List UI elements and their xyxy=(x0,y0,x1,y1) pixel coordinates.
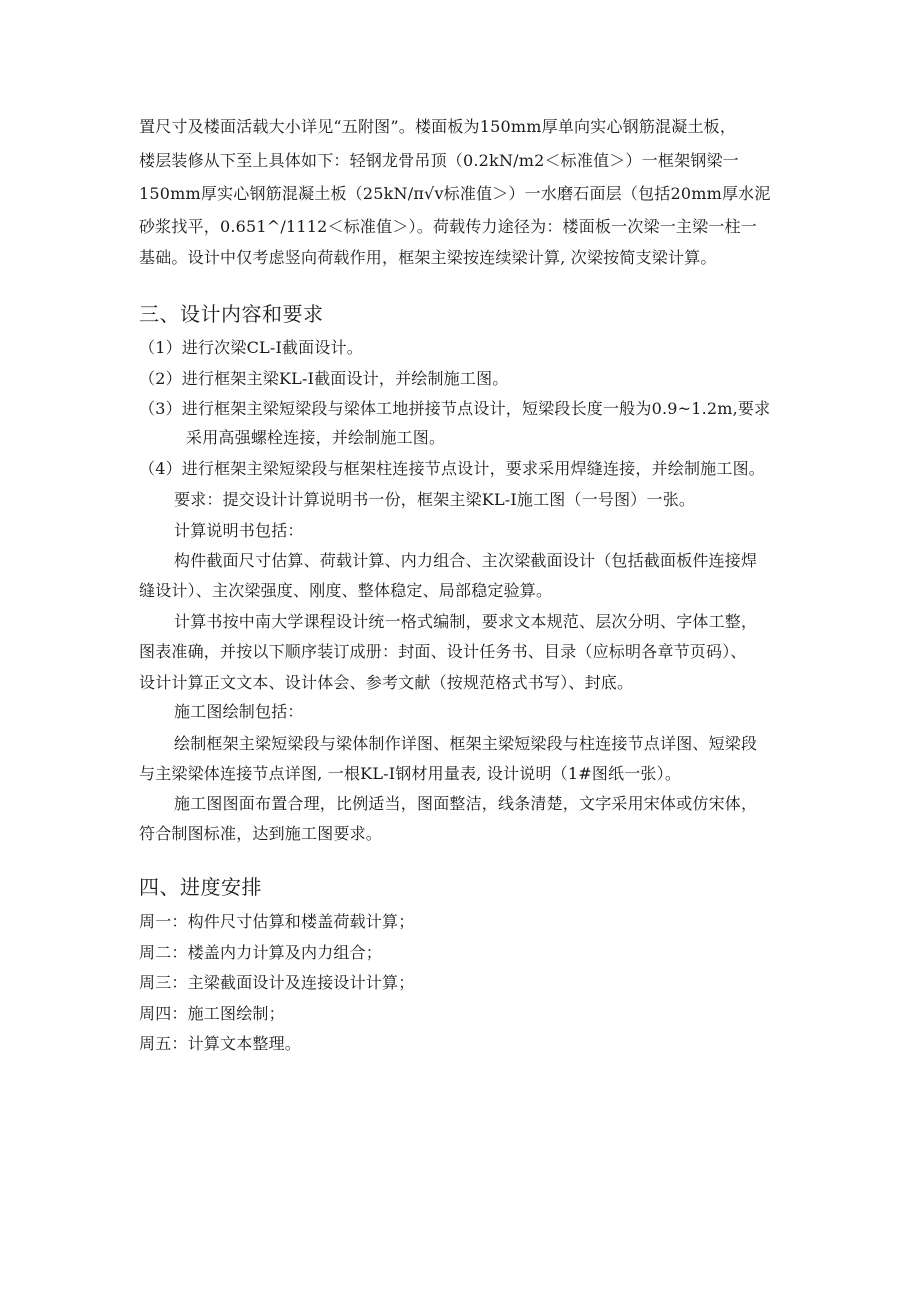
list-item: （4）进行框架主梁短梁段与框架柱连接节点设计，要求采用焊缝连接，并绘制施工图。 xyxy=(139,459,765,478)
section-heading: 三、设计内容和要求 xyxy=(139,302,324,326)
schedule-item: 周四：施工图绘制； xyxy=(139,1004,285,1023)
list-item: （3）进行框架主梁短梁段与梁体工地拼接节点设计，短梁段长度一般为0.9~1.2m,要求 xyxy=(139,399,771,418)
schedule-item: 周一：构件尺寸估算和楼盖荷载计算； xyxy=(139,912,415,931)
section-heading: 四、进度安排 xyxy=(139,875,262,899)
list-item: （2）进行框架主梁KL-I截面设计，并绘制施工图。 xyxy=(139,369,509,388)
requirement-text: 要求：提交设计计算说明书一份，框架主梁KL-I施工图（一号图）一张。 xyxy=(174,490,696,509)
schedule-item: 周三：主梁截面设计及连接设计计算； xyxy=(139,973,415,992)
intro-line: 楼层装修从下至上具体如下：轻钢龙骨吊顶（0.2kN∕m2＜标准值＞）一框架钢梁一 xyxy=(139,151,739,170)
intro-line: 基础。设计中仅考虑竖向荷载作用，框架主梁按连续梁计算, 次梁按简支梁计算。 xyxy=(139,248,717,267)
calc-format-line: 计算书按中南大学课程设计统一格式编制，要求文本规范、层次分明、字体工整， xyxy=(174,612,758,631)
drawing-layout-line: 符合制图标准，达到施工图要求。 xyxy=(139,824,383,843)
calc-format-line: 设计计算正文文本、设计体会、参考文献（按规范格式书写）、封底。 xyxy=(139,673,634,692)
schedule-item: 周二：楼盖内力计算及内力组合； xyxy=(139,943,383,962)
calc-content-line: 缝设计）、主次梁强度、刚度、整体稳定、局部稳定验算。 xyxy=(139,581,553,600)
intro-line: 置尺寸及楼面活载大小详见“五附图”。楼面板为150mm厚单向实心钢筋混凝土板， xyxy=(139,117,737,136)
calc-format-line: 图表准确，并按以下顺序装订成册：封面、设计任务书、目录（应标明各章节页码）、 xyxy=(139,642,747,661)
intro-line: 150mm厚实心钢筋混凝土板（25kN∕π√v标准值＞）一水磨石面层（包括20mm厚水泥 xyxy=(139,184,771,203)
list-item-continuation: 采用高强螺栓连接，并绘制施工图。 xyxy=(186,428,446,447)
list-item: （1）进行次梁CL-I截面设计。 xyxy=(139,338,363,357)
drawing-content-line: 与主梁梁体连接节点详图, 一根KL-I钢材用量表, 设计说明（1#图纸一张）。 xyxy=(139,764,682,783)
drawing-title: 施工图绘制包括： xyxy=(174,702,304,721)
drawing-content-line: 绘制框架主梁短梁段与梁体制作详图、框架主梁短梁段与柱连接节点详图、短梁段 xyxy=(174,734,758,753)
schedule-item: 周五：计算文本整理。 xyxy=(139,1034,302,1053)
intro-line: 砂浆找平，0.651^/1112＜标准值＞）。荷载传力途径为：楼面板一次梁一主梁一柱一 xyxy=(139,217,757,236)
calc-content-line: 构件截面尺寸估算、荷载计算、内力组合、主次梁截面设计（包括截面板件连接焊 xyxy=(174,551,758,570)
calc-title: 计算说明书包括： xyxy=(174,521,304,540)
drawing-layout-line: 施工图图面布置合理，比例适当，图面整洁，线条清楚，文字采用宋体或仿宋体， xyxy=(174,794,758,813)
